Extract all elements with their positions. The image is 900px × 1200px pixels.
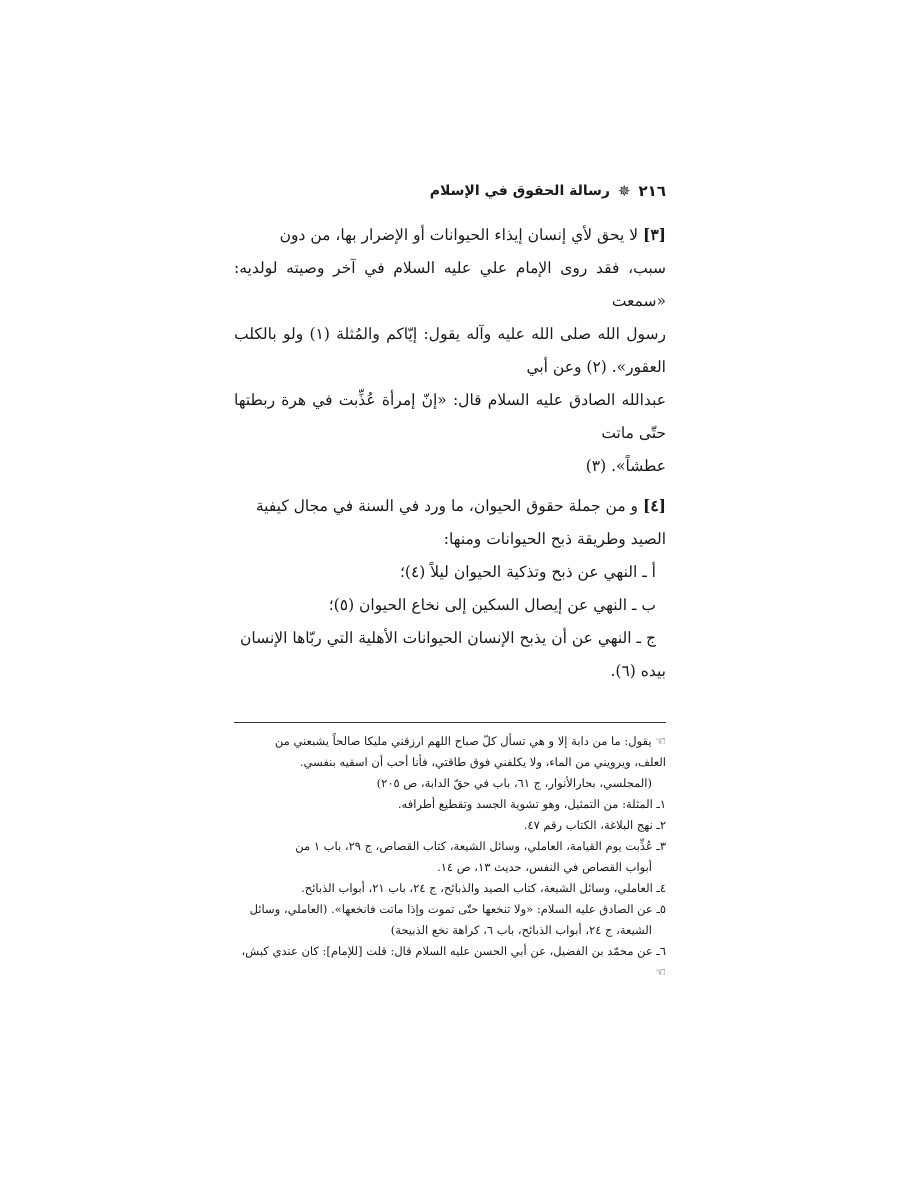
footnote-line: العلف، ويرويني من الماء، ولا يكلفني فوق طاقتي، فأنا أحب أن اسقيه بنفسي.	[299, 755, 666, 769]
body-text	[234, 218, 666, 688]
footnote-line: ٤ـ العاملي، وسائل الشيعة، كتاب الصيد والذبائح، ج ٢٤، باب ٢١، أبواب الذبائح.	[301, 881, 666, 895]
list-item: ب ـ النهي عن إيصال السكين إلى نخاع الحيوان (٥)؛	[328, 596, 656, 614]
footnote-line: ٥ـ عن الصادق عليه السلام: «ولا تنخعها حتّى تموت وإذا ماتت فانخعها». (العاملي، وسائل	[249, 902, 666, 916]
body-line: عطشاً». (٣)	[585, 457, 666, 475]
body-line: الصيد وطريقة ذبح الحيوانات ومنها:	[443, 530, 666, 548]
body-line: عبدالله الصادق عليه السلام قال: «إنّ إمرأة عُذِّبت في هرة ربطتها حتّى ماتت	[234, 391, 666, 442]
footnote-line: ٣ـ عُذِّبت يوم القيامة، العاملي، وسائل الشيعة، كتاب القصاص، ج ٢٩، باب ١ من	[295, 839, 666, 853]
footnote-line: (المجلسي، بحارالأنوار، ج ٦١، باب في حقّ الدابة، ص ٢٠٥)	[376, 776, 652, 790]
footnote-divider	[234, 722, 666, 723]
body-line: [٣] لا يحق لأي إنسان إيذاء الحيوانات أو الإضرار بها، من دون	[279, 225, 666, 244]
footnotes	[234, 731, 666, 983]
book-page	[234, 178, 666, 983]
body-line: سبب، فقد روى الإمام علي عليه السلام في آخر وصيته لولديه: «سمعت	[234, 259, 666, 310]
continuation-icon: ☜	[655, 965, 666, 979]
continuation-icon: ☜	[655, 734, 666, 748]
paragraph-number: [٣]	[642, 225, 666, 244]
footnote-line: ☜ يقول: ما من دابة إلا و هي تسأل كلّ صباح اللهم ارزقني مليكا صالحاً يشبعني من	[274, 734, 666, 748]
footnote-line: الشيعة، ج ٢٤، أبواب الذبائح، باب ٦، كراهة نخع الذبيحة)	[390, 923, 652, 937]
list-item: أ ـ النهي عن ذبح وتذكية الحيوان ليلاً (٤)؛	[399, 563, 656, 581]
list-item-continuation: بيده (٦).	[610, 662, 666, 680]
body-line: [٤] و من جملة حقوق الحيوان، ما ورد في السنة في مجال كيفية	[255, 496, 666, 515]
footnote-line: ٦ـ عن محمّد بن الفضيل، عن أبي الحسن عليه السلام قال: قلت [للإمام]: كان عندي كبش،	[241, 944, 666, 958]
page-number: ٢١٦	[638, 182, 666, 200]
star-icon: ✵	[617, 181, 631, 200]
footnote-line: ٢ـ نهج البلاغة، الكتاب رقم ٤٧.	[523, 818, 666, 832]
footnote-line: أبواب القصاص في النفس، حديث ١٣، ص ١٤.	[437, 860, 652, 874]
body-line: رسول الله صلى الله عليه وآله يقول: إيّاكم والمُثلة (١) ولو بالكلب العقور». (٢) وعن أبي	[234, 325, 666, 376]
footnote-line	[234, 962, 666, 983]
running-header	[234, 178, 666, 204]
footnote-line: ١ـ المثلة: من التمثيل، وهو تشوية الجسد وتقطيع أطرافه.	[397, 797, 666, 811]
paragraph-number: [٤]	[642, 496, 666, 515]
header-title: رسالة الحقوق في الإسلام	[429, 183, 610, 199]
list-item: ج ـ النهي عن أن يذبح الإنسان الحيوانات الأهلية التي ربّاها الإنسان	[240, 629, 656, 647]
